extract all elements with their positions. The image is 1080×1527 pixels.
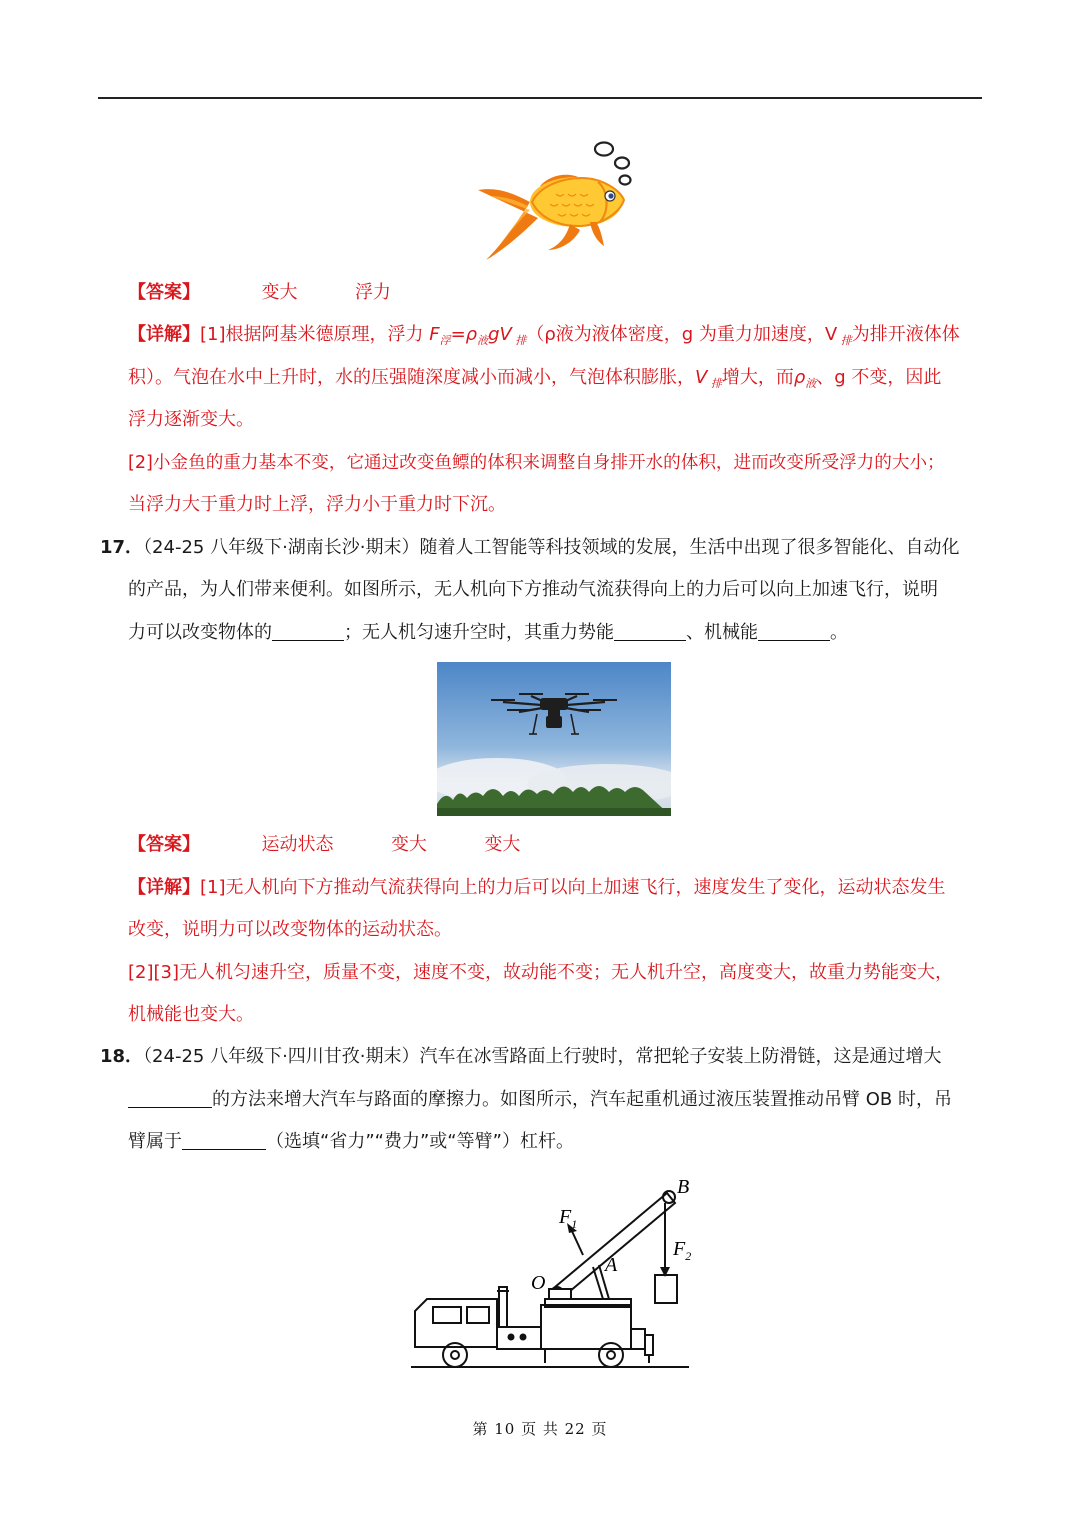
formula-sub: 排 [707, 377, 722, 390]
q17-line-2: 的产品，为人们带来便利。如图所示，无人机向下方推动气流获得向上的力后可以向上加速飞行，说明 [128, 579, 938, 600]
answer-tag: 【答案】 [128, 834, 200, 855]
q16-detail-line-1 [128, 323, 960, 353]
q18-line-3 [128, 1130, 574, 1154]
q17-detail-line-4: 机械能也变大。 [128, 1004, 254, 1025]
question-text: 臂属于 [128, 1131, 182, 1152]
label-O: O [531, 1272, 546, 1294]
goldfish-illustration [470, 138, 640, 266]
detail-tag: 【详解】 [128, 877, 200, 898]
formula-sub: 液 [477, 334, 489, 347]
detail-text: [1]无人机向下方推动气流获得向上的力后可以向上加速飞行，速度发生了变化，运动状态发生 [200, 877, 946, 898]
header-rule [98, 97, 982, 99]
detail-tag: 【详解】 [128, 324, 200, 345]
answer-blank[interactable] [614, 623, 686, 641]
detail-text: （ρ液为液体密度，g 为重力加速度，V [526, 324, 838, 345]
label-B: B [677, 1176, 690, 1198]
answer-2: 浮力 [354, 282, 391, 303]
answer-2: 变大 [390, 834, 427, 855]
question-number: 17． [100, 537, 144, 558]
formula-sub: 浮 [439, 334, 451, 347]
detail-text: [1]根据阿基米德原理，浮力 [200, 324, 430, 345]
q17-line-3 [128, 621, 848, 645]
formula-V: V [695, 367, 708, 388]
formula-rho: ρ [793, 367, 806, 388]
drone-photo [437, 662, 671, 816]
q16-answer-row [128, 281, 391, 305]
answer-blank[interactable] [128, 1090, 212, 1108]
formula-sub: 排 [511, 334, 527, 347]
formula-gV: gV [488, 324, 512, 345]
q16-detail-line-4: [2]小金鱼的重力基本不变，它通过改变鱼鳔的体积来调整自身排开水的体积，进而改变所受浮力的大小； [128, 453, 945, 473]
detail-text: 积）。气泡在水中上升时，水的压强随深度减小而减小，气泡体积膨胀， [128, 367, 695, 388]
q17-detail-line-2: 改变，说明力可以改变物体的运动状态。 [128, 919, 452, 940]
q16-detail-line-2 [128, 366, 941, 396]
crane-diagram [405, 1175, 705, 1380]
question-source: （24-25 八年级下·四川甘孜·期末） [143, 1046, 420, 1067]
detail-text: 增大，而 [721, 367, 794, 388]
answer-blank[interactable] [758, 623, 830, 641]
question-text: （选填“省力”“费力”或“等臂”）杠杆。 [266, 1131, 574, 1152]
label-F1: $F_1$ [559, 1206, 578, 1231]
question-text: ；无人机匀速升空时，其重力势能 [344, 622, 614, 643]
question-text: 。 [830, 622, 848, 643]
answer-tag: 【答案】 [128, 282, 200, 303]
q17-detail-line-3: [2][3]无人机匀速升空，质量不变，速度不变，故动能不变；无人机升空，高度变大，故重力势能变大， [128, 962, 953, 983]
answer-blank[interactable] [272, 623, 344, 641]
question-text: 随着人工智能等科技领域的发展，生活中出现了很多智能化、自动化 [419, 537, 960, 558]
answer-1: 变大 [261, 282, 298, 303]
label-F2: $F_2$ [673, 1238, 692, 1263]
q16-detail-line-5: 当浮力大于重力时上浮，浮力小于重力时下沉。 [128, 494, 506, 515]
q17-answer-row [128, 833, 520, 857]
answer-3: 变大 [484, 834, 521, 855]
question-text: 力可以改变物体的 [128, 622, 272, 643]
formula-sub: 液 [805, 377, 817, 390]
question-text: 汽车在冰雪路面上行驶时，常把轮子安装上防滑链，这是通过增大 [419, 1046, 942, 1067]
question-source: （24-25 八年级下·湖南长沙·期末） [143, 537, 420, 558]
q17-line-1 [100, 536, 960, 560]
formula-eq: = [450, 324, 466, 345]
q17-detail-line-1 [128, 876, 946, 900]
page-footer: 第 10 页 共 22 页 [472, 1420, 608, 1438]
question-number: 18． [100, 1046, 144, 1067]
q18-line-2 [128, 1088, 952, 1112]
answer-1: 运动状态 [261, 834, 334, 855]
detail-text: 、g 不变，因此 [816, 367, 942, 388]
formula-rho: ρ [465, 324, 478, 345]
question-text: 的方法来增大汽车与路面的摩擦力。如图所示，汽车起重机通过液压装置推动吊臂 OB 时，吊 [212, 1089, 952, 1110]
formula-F: F [429, 324, 440, 345]
formula-sub: 排 [837, 334, 852, 347]
q18-line-1 [100, 1045, 942, 1069]
label-A: A [605, 1254, 618, 1276]
question-text: 、机械能 [686, 622, 758, 643]
detail-text: 为排开液体体 [851, 324, 960, 345]
answer-blank[interactable] [182, 1132, 266, 1150]
q16-detail-line-3: 浮力逐渐变大。 [128, 409, 254, 430]
